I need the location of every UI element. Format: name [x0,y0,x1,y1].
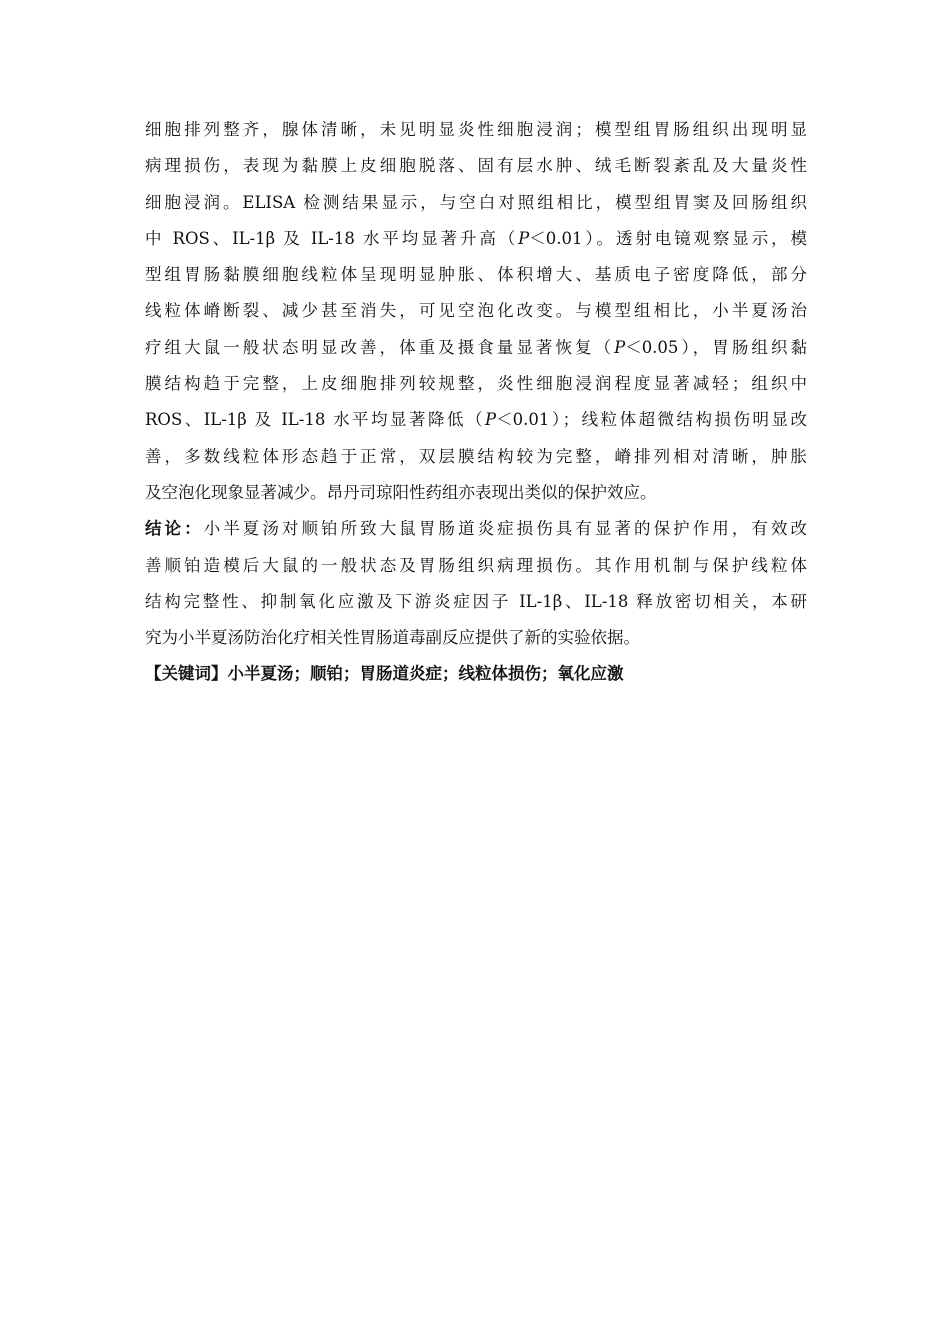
text-line [145,330,807,366]
text-segment: 善，多数线粒体形态趋于正常，双层膜结构较为完整，嵴排列相对清晰，肿胀 [145,446,807,466]
text-line [145,511,807,547]
text-line [145,257,807,293]
text-line [145,148,807,184]
text-line [145,112,807,148]
text-line [145,185,807,221]
text-segment: ＜0.05），胃肠组织黏 [625,337,807,357]
text-segment: 细胞浸润。ELISA 检测结果显示，与空白对照组相比，模型组胃窦及回肠组织 [145,192,807,212]
italic-symbol: P [518,228,530,248]
text-line [145,475,807,511]
text-segment: 中 ROS、IL-1β 及 IL-18 水平均显著升高（ [145,228,519,248]
text-line [145,293,807,329]
results-paragraph [145,112,807,511]
text-line [145,221,807,257]
text-line [145,402,807,438]
text-segment: 究为小半夏汤防治化疗相关性胃肠道毒副反应提供了新的实验依据。 [145,628,640,648]
text-segment: ＜0.01）；线粒体超微结构损伤明显改 [496,410,807,430]
text-segment: 膜结构趋于完整，上皮细胞排列较规整，炎性细胞浸润程度显著减轻；组织中 [145,374,807,394]
keywords-text [145,656,807,692]
bold-text: 结论： [145,519,204,539]
text-line [145,584,807,620]
text-line [145,439,807,475]
text-segment: 病理损伤，表现为黏膜上皮细胞脱落、固有层水肿、绒毛断裂紊乱及大量炎性 [145,156,807,176]
italic-symbol: P [485,410,497,430]
italic-symbol: P [614,337,626,357]
text-line [145,620,807,656]
text-segment: 线粒体嵴断裂、减少甚至消失，可见空泡化改变。与模型组相比，小半夏汤治 [145,301,807,321]
text-line [145,548,807,584]
conclusion-paragraph [145,511,807,656]
bold-text: 【关键词】小半夏汤；顺铂；胃肠道炎症；线粒体损伤；氧化应激 [145,664,624,684]
text-segment: 善顺铂造模后大鼠的一般状态及胃肠组织病理损伤。其作用机制与保护线粒体 [145,555,807,575]
text-segment: ＜0.01）。透射电镜观察显示，模 [529,228,807,248]
text-segment: 细胞排列整齐，腺体清晰，未见明显炎性细胞浸润；模型组胃肠组织出现明显 [145,120,807,139]
text-segment: ROS、IL-1β 及 IL-18 水平均显著降低（ [145,410,486,430]
text-segment: 及空泡化现象显著减少。昂丹司琼阳性药组亦表现出类似的保护效应。 [145,482,657,502]
text-segment: 型组胃肠黏膜细胞线粒体呈现明显肿胀、体积增大、基质电子密度降低，部分 [145,265,807,285]
text-segment: 疗组大鼠一般状态明显改善，体重及摄食量显著恢复（ [145,337,615,357]
text-segment: 小半夏汤对顺铂所致大鼠胃肠道炎症损伤具有显著的保护作用，有效改 [203,519,808,539]
keywords-line [145,656,807,692]
text-line [145,366,807,402]
text-segment: 结构完整性、抑制氧化应激及下游炎症因子 IL-1β、IL-18 释放密切相关，本研 [145,591,807,611]
abstract-text [145,112,807,693]
